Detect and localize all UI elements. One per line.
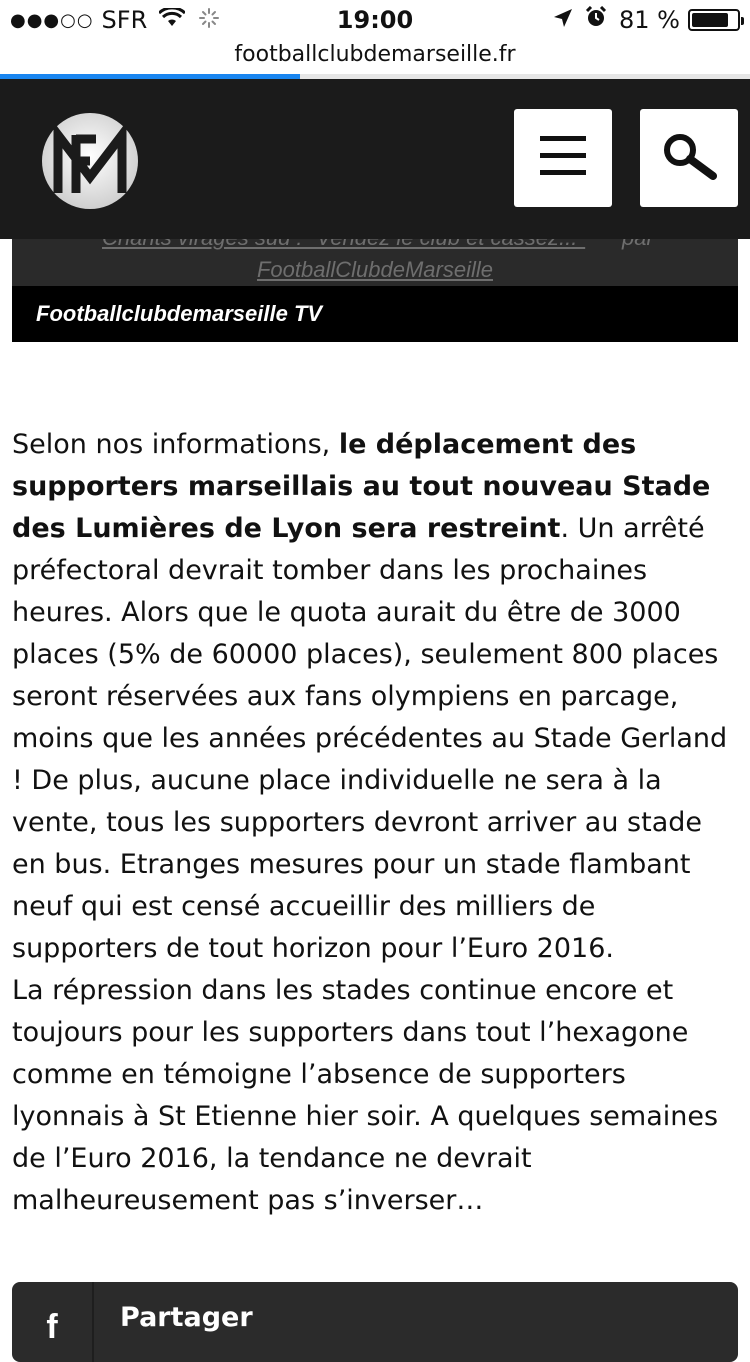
search-button[interactable] <box>640 109 738 207</box>
facebook-share-button[interactable] <box>12 1282 738 1362</box>
battery-cap <box>741 17 744 25</box>
battery-icon <box>688 9 740 31</box>
article-highlight: le déplacement des supporters marseillais au tout nouveau Stade des Lumières de Lyon sera restreint <box>12 429 711 544</box>
signal-strength-icon: ●●●○○ <box>10 9 94 31</box>
article-paragraph: La répression dans les stades continue encore et toujours pour les supporters dans tout l’hexagone comme en témoigne l’absence de supporters lyonnais à St Etienne hier soir. A quelques semaines de l’Euro 2016, la tendance ne devrait malheureusement pas s’inverser… <box>12 975 719 1216</box>
share-icon-box <box>12 1282 94 1362</box>
url-bar[interactable]: footballclubdemarseille.fr <box>234 42 516 67</box>
video-source-link[interactable]: FootballClubdeMarseille <box>256 257 493 282</box>
location-arrow-icon <box>553 6 573 34</box>
facebook-icon: f <box>46 1307 58 1346</box>
search-icon <box>661 132 717 184</box>
status-bar <box>0 0 750 40</box>
video-channel-label: Footballclubdemarseille TV <box>12 286 738 342</box>
article-body <box>12 424 738 1222</box>
battery-fill <box>692 13 728 27</box>
carrier-label: SFR <box>101 6 148 34</box>
video-embed[interactable] <box>12 239 738 342</box>
status-time: 19:00 <box>336 6 414 34</box>
alarm-clock-icon <box>585 6 607 34</box>
battery-percent: 81 % <box>619 6 680 34</box>
site-header <box>0 79 750 239</box>
menu-button[interactable] <box>514 109 612 207</box>
article-intro: Selon nos informations, <box>12 429 339 460</box>
hamburger-menu-icon <box>539 134 587 182</box>
article-paragraph <box>12 424 738 970</box>
club-logo[interactable] <box>40 111 140 211</box>
article-text: . Un arrêté préfectoral devrait tomber dans les prochaines heures. Alors que le quota aurait du être de 3000 places (5% de 60000 places), seulement 800 places seront réservées aux fans olympiens en parcage, moins que les années précédentes au Stade Gerland ! De plus, aucune place individuelle ne sera à la vente, tous les supporters devront arriver au stade en bus. Etranges mesures pour un stade flambant neuf qui est censé accueillir des milliers de supporters de tout horizon pour l’Euro 2016. <box>12 513 728 964</box>
status-right <box>553 6 740 34</box>
share-label: Partager <box>120 1302 253 1333</box>
